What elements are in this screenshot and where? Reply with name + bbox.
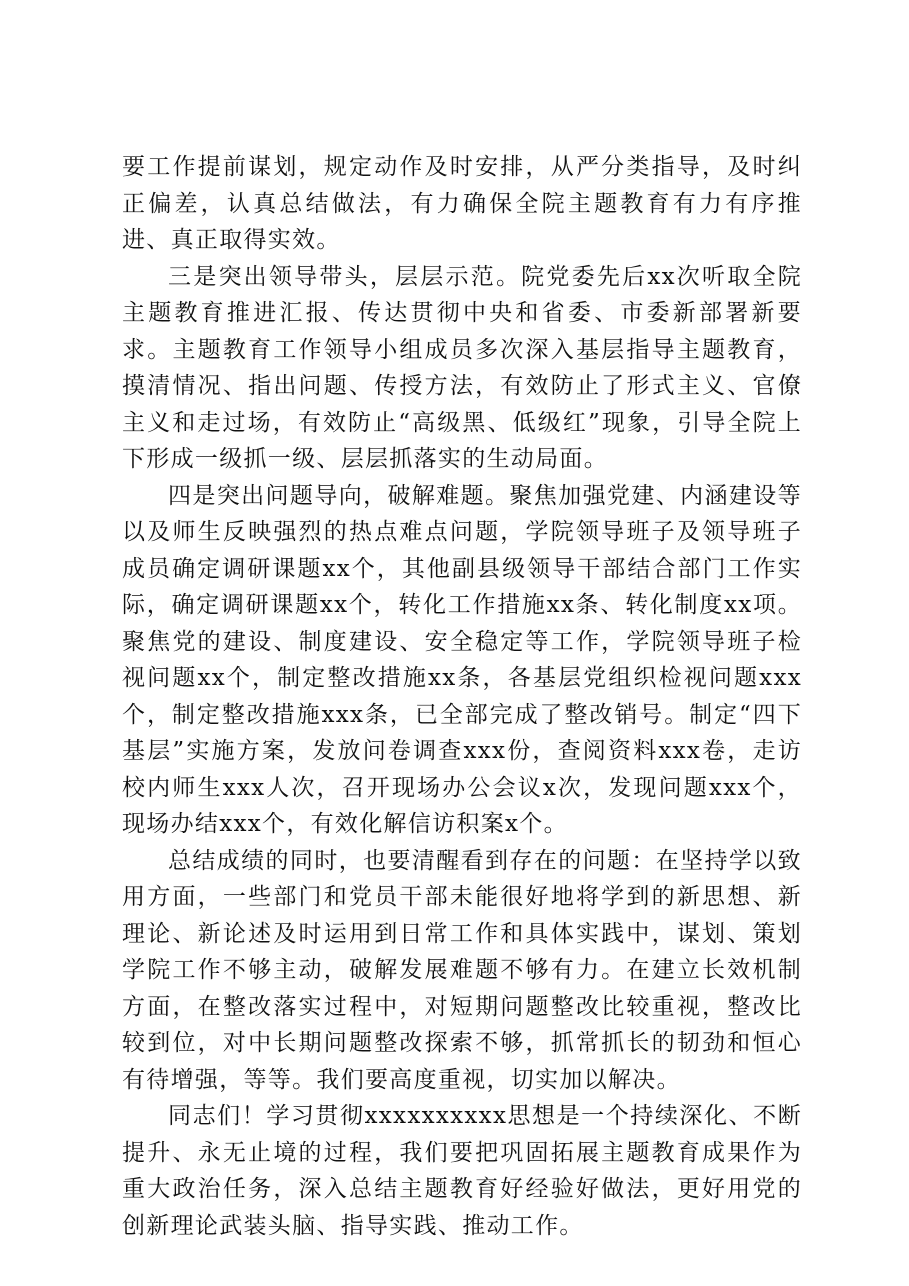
paragraph-continuation: 要工作提前谋划，规定动作及时安排，从严分类指导，及时纠正偏差，认真总结做法，有力确保全院主题教育有力有序推进、真正取得实效。 — [122, 154, 802, 253]
paragraph-existing-problems: 总结成绩的同时，也要清醒看到存在的问题：在坚持学以致用方面，一些部门和党员干部未能很好地将学到的新思想、新理论、新论述及时运用到日常工作和具体实践中，谋划、策划学院工作不够主动，破解发展难题不够有力。在建立长效机制方面，在整改落实过程中，对短期问题整改比较重视，整改比较到位，对中长期问题整改探索不够，抓常抓长的韧劲和恒心有待增强，等等。我们要高度重视，切实加以解决。 — [122, 847, 802, 1093]
paragraph-conclusion: 同志们！学习贯彻xxxxxxxxxx思想是一个持续深化、不断提升、永无止境的过程，我们要把巩固拓展主题教育成果作为重大政治任务，深入总结主题教育好经验好做法，更好用党的创新理论武装头脑、指导实践、推动工作。 — [122, 1103, 802, 1239]
paragraph-leadership-example: 三是突出领导带头，层层示范。院党委先后xx次听取全院主题教育推进汇报、传达贯彻中央和省委、市委新部署新要求。主题教育工作领导小组成员多次深入基层指导主题教育，摸清情况、指出问题、传授方法，有效防止了形式主义、官僚主义和走过场，有效防止“高级黑、低级红”现象，引导全院上下形成一级抓一级、层层抓落实的生动局面。 — [122, 263, 802, 472]
document-body — [122, 149, 802, 1244]
paragraph-problem-oriented: 四是突出问题导向，破解难题。聚焦加强党建、内涵建设等以及师生反映强烈的热点难点问题，学院领导班子及领导班子成员确定调研课题xx个，其他副县级领导干部结合部门工作实际，确定调研课题xx个，转化工作措施xx条、转化制度xx项。聚焦党的建设、制度建设、安全稳定等工作，学院领导班子检视问题xx个，制定整改措施xx条，各基层党组织检视问题xxx个，制定整改措施xxx条，已全部完成了整改销号。制定“四下基层”实施方案，发放问卷调查xxx份，查阅资料xxx卷，走访校内师生xxx人次，召开现场办公会议x次，发现问题xxx个，现场办结xxx个，有效化解信访积案x个。 — [122, 482, 802, 837]
